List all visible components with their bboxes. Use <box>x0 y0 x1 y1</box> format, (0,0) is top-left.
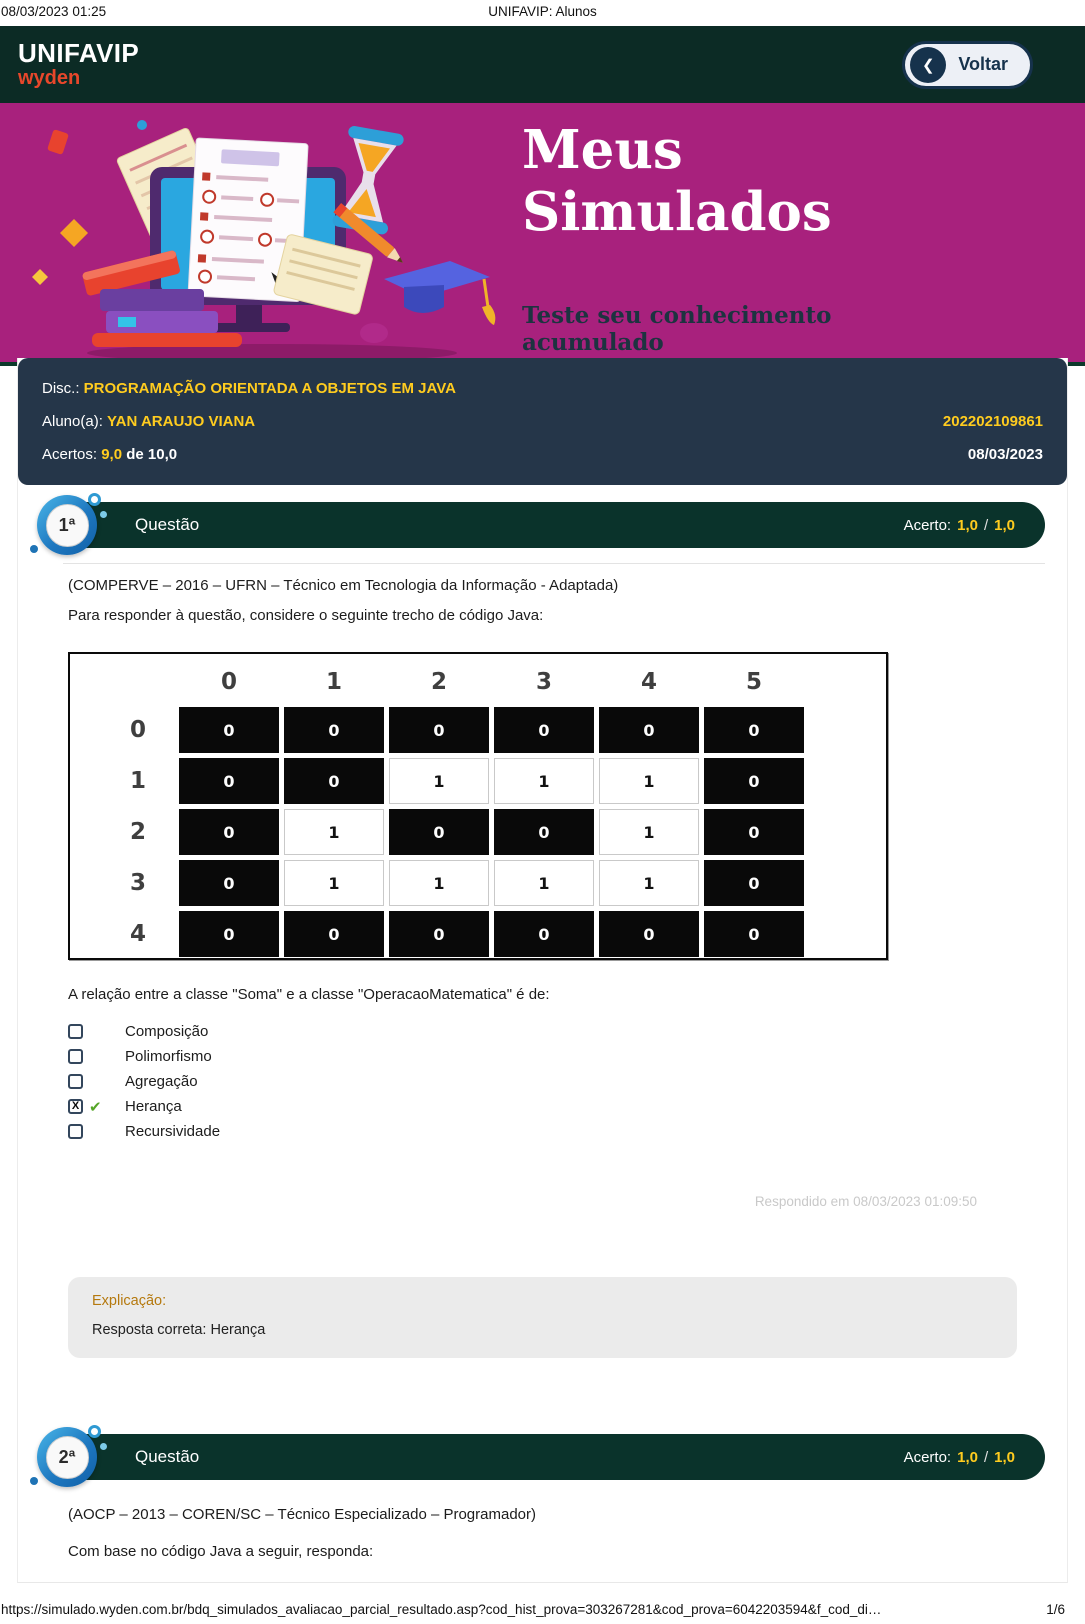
explanation-label: Explicação: <box>92 1293 167 1309</box>
print-footer-page: 1/6 <box>1046 1602 1065 1617</box>
answered-timestamp: Respondido em 08/03/2023 01:09:50 <box>754 1194 977 1209</box>
info-row-score <box>42 438 1043 471</box>
info-row-discipline <box>42 372 1043 405</box>
explanation-box <box>68 1277 1017 1358</box>
matrix-col-header: 2 <box>430 669 447 695</box>
question-1-header <box>58 502 1045 548</box>
option-checkbox-checked[interactable]: X <box>68 1099 83 1114</box>
matrix-cell: 1 <box>389 758 489 804</box>
divider <box>63 563 1045 564</box>
option-label: Composição <box>125 1023 209 1040</box>
matrix-cell: 0 <box>284 758 384 804</box>
score-suffix: de 10,0 <box>126 446 178 463</box>
matrix-cell: 1 <box>599 809 699 855</box>
matrix-col-header: 3 <box>535 669 552 695</box>
matrix-cell: 0 <box>389 809 489 855</box>
matrix-cell: 0 <box>389 911 489 957</box>
question-2-body <box>18 1506 1067 1560</box>
matrix-cell: 0 <box>599 707 699 753</box>
bubble-icon <box>88 1425 101 1438</box>
print-title: UNIFAVIP: Alunos <box>488 4 597 19</box>
question-2-badge <box>37 1427 97 1487</box>
question-1-score <box>904 517 1015 534</box>
acerto-label: Acerto: <box>903 1448 952 1466</box>
matrix-cell: 1 <box>494 860 594 906</box>
banner-text <box>522 119 922 356</box>
acerto-separator: / <box>983 516 989 534</box>
option-label: Herança <box>125 1098 182 1115</box>
matrix-cell: 0 <box>494 809 594 855</box>
exam-info-card <box>18 358 1067 485</box>
question-2-header <box>58 1434 1045 1480</box>
question-1-prompt: A relação entre a classe "Soma" e a classe "OperacaoMatematica" é de: <box>68 986 550 1003</box>
matrix-col-header: 4 <box>640 669 657 695</box>
matrix-col-header: 0 <box>220 669 237 695</box>
matrix-col-header: 5 <box>745 669 762 695</box>
score-label: Acertos: <box>42 446 98 463</box>
matrix-cell: 0 <box>389 707 489 753</box>
matrix-cell: 0 <box>704 911 804 957</box>
banner <box>0 103 1085 366</box>
options-list <box>68 1019 1017 1144</box>
acerto-label: Acerto: <box>903 516 952 534</box>
matrix-row-header: 2 <box>129 819 146 845</box>
option-checkbox[interactable] <box>68 1124 83 1139</box>
banner-title: Meus Simulados <box>522 119 832 243</box>
matrix-cell: 0 <box>494 707 594 753</box>
student-label: Aluno(a): <box>42 413 103 430</box>
content-card <box>17 358 1068 1583</box>
option-row <box>68 1119 1017 1144</box>
matrix-cell: 0 <box>284 707 384 753</box>
question-1-badge <box>37 495 97 555</box>
question-1-matrix-image <box>68 652 888 960</box>
matrix-cell: 0 <box>179 860 279 906</box>
back-button-label: Voltar <box>958 54 1008 74</box>
matrix-row-header: 4 <box>129 921 146 947</box>
matrix-cell: 0 <box>284 911 384 957</box>
question-2-score <box>904 1449 1015 1466</box>
matrix-cell: 0 <box>704 758 804 804</box>
bubble-icon <box>88 493 101 506</box>
banner-illustration <box>22 111 502 363</box>
correct-check-icon: ✔ <box>89 1098 102 1116</box>
matrix-cell: 0 <box>704 809 804 855</box>
acerto-separator: / <box>983 1448 989 1466</box>
banner-subtitle: Teste seu conhecimento acumulado <box>522 302 832 356</box>
bubble-icon <box>30 1477 38 1485</box>
option-checkbox[interactable] <box>68 1074 83 1089</box>
question-2-source: (AOCP – 2013 – COREN/SC – Técnico Especializado – Programador) <box>68 1506 536 1523</box>
app-header <box>0 26 1085 103</box>
question-1-number: 1ª <box>46 504 89 547</box>
matrix-row-header: 1 <box>129 768 146 794</box>
question-2-intro: Com base no código Java a seguir, responda: <box>68 1543 374 1560</box>
matrix-cell: 1 <box>284 809 384 855</box>
print-timestamp: 08/03/2023 01:25 <box>1 4 107 19</box>
print-header <box>0 0 1085 26</box>
student-name: YAN ARAUJO VIANA <box>107 413 256 430</box>
back-button[interactable] <box>902 41 1033 89</box>
logo <box>18 40 139 88</box>
info-row-student <box>42 405 1043 438</box>
matrix-cell: 0 <box>704 860 804 906</box>
matrix-corner <box>102 662 174 702</box>
option-row <box>68 1044 1017 1069</box>
bubble-icon <box>30 545 38 553</box>
matrix-col-header: 1 <box>325 669 342 695</box>
print-footer <box>0 1600 1085 1624</box>
student-id: 202202109861 <box>942 413 1043 430</box>
logo-wyden: wyden <box>18 66 81 89</box>
option-checkbox[interactable] <box>68 1024 83 1039</box>
matrix-cell: 1 <box>389 860 489 906</box>
matrix-cell: 0 <box>494 911 594 957</box>
matrix-cell: 1 <box>284 860 384 906</box>
matrix-cell: 1 <box>599 860 699 906</box>
matrix-cell: 0 <box>179 911 279 957</box>
discipline-label: Disc.: <box>42 380 80 397</box>
question-1-title: Questão <box>135 515 200 534</box>
logo-unifavip: UNIFAVIP <box>18 38 140 69</box>
option-row <box>68 1094 1017 1119</box>
bubble-icon <box>100 511 107 518</box>
option-label: Polimorfismo <box>125 1048 212 1065</box>
matrix-cell: 0 <box>599 911 699 957</box>
matrix-cell: 0 <box>179 707 279 753</box>
matrix-grid <box>102 662 886 957</box>
acerto-value: 1,0 <box>957 516 978 534</box>
chevron-left-icon: ❮ <box>910 47 946 83</box>
score-value: 9,0 <box>101 446 123 463</box>
matrix-cell: 0 <box>179 809 279 855</box>
discipline-value: PROGRAMAÇÃO ORIENTADA A OBJETOS EM JAVA <box>83 380 456 397</box>
matrix-row-header: 3 <box>129 870 146 896</box>
acerto-total: 1,0 <box>994 1448 1015 1466</box>
option-label: Recursividade <box>125 1123 221 1140</box>
matrix-cell: 1 <box>599 758 699 804</box>
option-row <box>68 1019 1017 1044</box>
acerto-total: 1,0 <box>994 516 1015 534</box>
print-footer-url: https://simulado.wyden.com.br/bdq_simulados_avaliacao_parcial_resultado.asp?cod_hist_prova=303267281&cod_prova=6042203594&f_cod_di… <box>1 1602 882 1617</box>
matrix-cell: 1 <box>494 758 594 804</box>
matrix-cell: 0 <box>704 707 804 753</box>
question-1-source: (COMPERVE – 2016 – UFRN – Técnico em Tecnologia da Informação - Adaptada) <box>68 577 619 594</box>
option-label: Agregação <box>125 1073 198 1090</box>
explanation-text: Resposta correta: Herança <box>92 1322 266 1338</box>
matrix-row-header: 0 <box>129 717 146 743</box>
exam-date: 08/03/2023 <box>967 446 1043 463</box>
option-checkbox[interactable] <box>68 1049 83 1064</box>
bubble-icon <box>100 1443 107 1450</box>
question-1-intro: Para responder à questão, considere o seguinte trecho de código Java: <box>68 607 544 624</box>
question-2-number: 2ª <box>46 1436 89 1479</box>
option-row <box>68 1069 1017 1094</box>
question-1-body <box>18 577 1067 1358</box>
question-2-title: Questão <box>135 1447 200 1466</box>
acerto-value: 1,0 <box>957 1448 978 1466</box>
matrix-cell: 0 <box>179 758 279 804</box>
